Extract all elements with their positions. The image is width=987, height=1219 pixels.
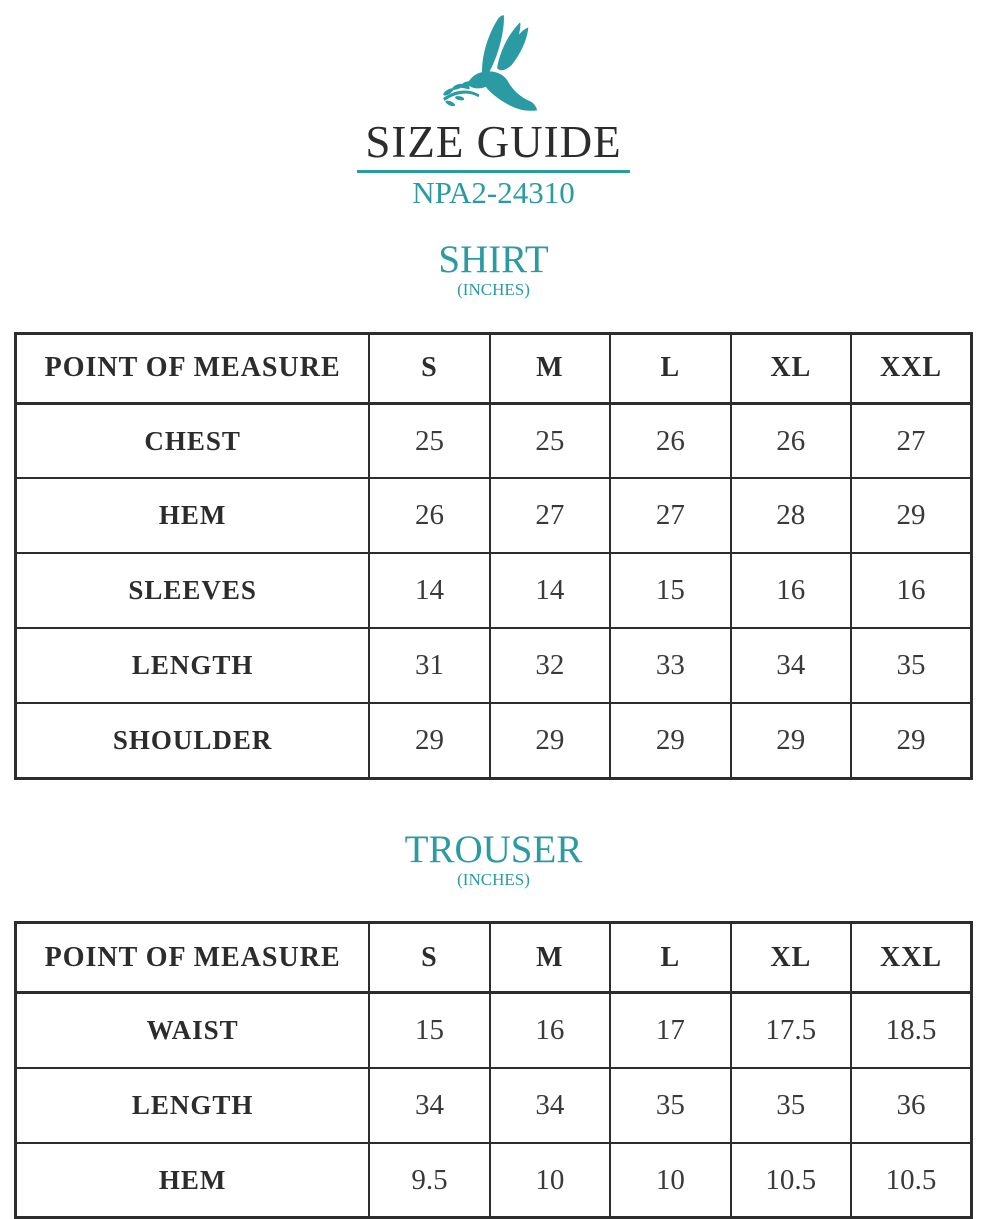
measure-value: 17.5: [731, 993, 851, 1068]
trouser-size-table: [14, 921, 973, 1219]
measure-label: HEM: [16, 478, 370, 553]
measure-value: 29: [610, 703, 730, 778]
measure-value: 29: [851, 478, 971, 553]
measure-label: LENGTH: [16, 628, 370, 703]
measure-value: 31: [369, 628, 489, 703]
trouser-section: [0, 827, 987, 1219]
brand-logo: [0, 14, 987, 118]
measure-label: LENGTH: [16, 1068, 370, 1143]
measure-value: 33: [610, 628, 730, 703]
measure-value: 34: [369, 1068, 489, 1143]
measure-value: 27: [490, 478, 610, 553]
trouser-unit-label: (INCHES): [457, 869, 530, 889]
measure-value: 28: [731, 478, 851, 553]
measure-value: 10.5: [851, 1143, 971, 1218]
measure-value: 9.5: [369, 1143, 489, 1218]
size-column-header: L: [610, 923, 730, 993]
table-row: [16, 703, 972, 778]
measure-value: 15: [610, 553, 730, 628]
measure-value: 29: [369, 703, 489, 778]
measure-value: 16: [490, 993, 610, 1068]
measure-value: 18.5: [851, 993, 971, 1068]
measure-value: 36: [851, 1068, 971, 1143]
table-row: [16, 1143, 972, 1218]
table-row: [16, 403, 972, 478]
measure-value: 15: [369, 993, 489, 1068]
measure-label: SHOULDER: [16, 703, 370, 778]
measure-value: 35: [731, 1068, 851, 1143]
size-guide-title: SIZE GUIDE: [357, 120, 629, 173]
measure-value: 10: [490, 1143, 610, 1218]
product-code: NPA2-24310: [412, 175, 575, 210]
measure-label: SLEEVES: [16, 553, 370, 628]
size-column-header: L: [610, 333, 730, 403]
measure-value: 34: [731, 628, 851, 703]
table-row: [16, 1068, 972, 1143]
shirt-section-heading: SHIRT: [438, 238, 549, 282]
measure-value: 26: [731, 403, 851, 478]
header-row: [16, 333, 972, 403]
measure-value: 25: [369, 403, 489, 478]
size-column-header: S: [369, 333, 489, 403]
measure-value: 10: [610, 1143, 730, 1218]
measure-value: 27: [610, 478, 730, 553]
measure-label: CHEST: [16, 403, 370, 478]
measure-value: 25: [490, 403, 610, 478]
measure-label: WAIST: [16, 993, 370, 1068]
measure-value: 35: [610, 1068, 730, 1143]
measure-value: 34: [490, 1068, 610, 1143]
measure-value: 32: [490, 628, 610, 703]
measure-value: 14: [490, 553, 610, 628]
table-row: [16, 478, 972, 553]
measure-value: 14: [369, 553, 489, 628]
measure-value: 29: [490, 703, 610, 778]
measure-label: HEM: [16, 1143, 370, 1218]
shirt-section: [0, 240, 987, 780]
size-column-header: M: [490, 923, 610, 993]
measure-value: 27: [851, 403, 971, 478]
table-row: [16, 993, 972, 1068]
shirt-size-table: [14, 332, 973, 780]
size-column-header: XL: [731, 923, 851, 993]
shirt-unit-label: (INCHES): [457, 280, 530, 300]
point-of-measure-header: POINT OF MEASURE: [16, 333, 370, 403]
measure-value: 17: [610, 993, 730, 1068]
trouser-section-heading: TROUSER: [404, 827, 583, 871]
measure-value: 26: [610, 403, 730, 478]
measure-value: 29: [731, 703, 851, 778]
size-column-header: M: [490, 333, 610, 403]
page-header: [0, 14, 987, 210]
measure-value: 10.5: [731, 1143, 851, 1218]
point-of-measure-header: POINT OF MEASURE: [16, 923, 370, 993]
table-row: [16, 628, 972, 703]
size-column-header: XL: [731, 333, 851, 403]
size-column-header: XXL: [851, 923, 971, 993]
measure-value: 26: [369, 478, 489, 553]
measure-value: 16: [851, 553, 971, 628]
table-row: [16, 553, 972, 628]
measure-value: 16: [731, 553, 851, 628]
size-column-header: S: [369, 923, 489, 993]
size-column-header: XXL: [851, 333, 971, 403]
header-row: [16, 923, 972, 993]
measure-value: 35: [851, 628, 971, 703]
measure-value: 29: [851, 703, 971, 778]
